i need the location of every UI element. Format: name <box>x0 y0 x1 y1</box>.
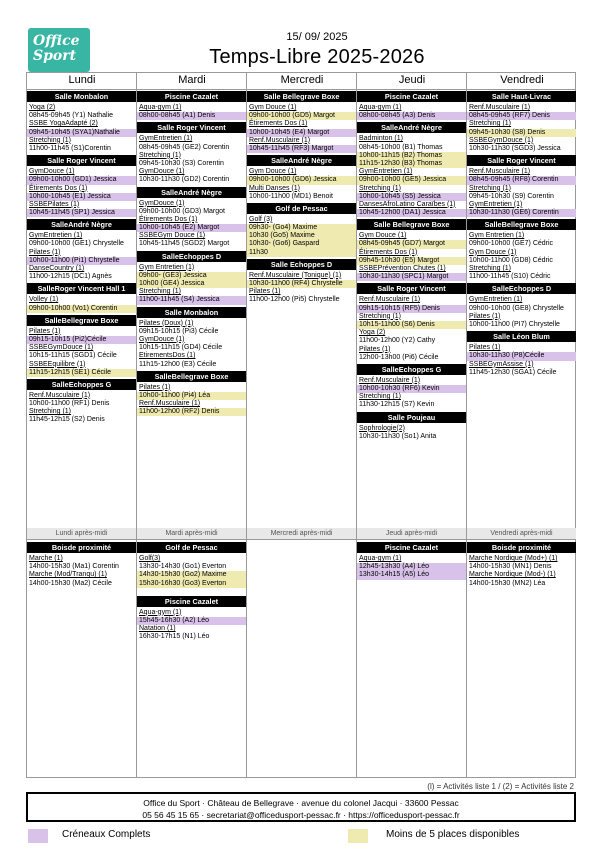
venue-header: SalleEchoppes G <box>357 364 466 375</box>
schedule-grid <box>26 72 576 778</box>
time-slot: 14h00-15h30 (MN1) Denis <box>469 563 552 571</box>
activity-name: Pilates (1) <box>139 383 171 391</box>
morning-column <box>247 89 356 305</box>
activity-name: Renf.Musculaire (1) <box>469 104 531 111</box>
activity-name: Aqua-gym (1) <box>359 555 402 562</box>
activity-name: GymEntretien (1) <box>139 135 193 143</box>
time-slot: 09h00- (GE3) Jessica <box>137 272 246 280</box>
venue-header: Salle Haut-Livrac <box>467 91 576 102</box>
activity-name: Renf.Musculaire (1) <box>359 376 421 384</box>
schedule-date: 15/ 09/ 2025 <box>286 31 348 43</box>
time-slot: 10h00-11h00 (Pi1) Chrystelle <box>27 257 136 265</box>
time-slot: 10h00-10h30 (RF6) Kevin <box>357 385 466 393</box>
day-header: Lundi <box>68 74 96 86</box>
activity-name: Gym Douce (1) <box>359 232 407 240</box>
venue-header: Boisde proximité <box>27 542 136 553</box>
time-slot: 10h00-10h45 (E2) Margot <box>137 224 246 232</box>
activity-name: Stretching (1) <box>469 184 512 192</box>
activity-name: Marche (1) <box>29 555 63 562</box>
morning-column <box>27 89 136 425</box>
activity-name: Pilates (1) <box>359 345 391 353</box>
activity-name: Marche (Mod/Tranqu) (1) <box>29 571 107 579</box>
activity-name: Marche Nordique (Mod+) (1) <box>469 555 558 562</box>
time-slot: 08h45-09h45 (Y1) Nathalie <box>29 112 114 120</box>
venue-header: Boisde proximité <box>467 542 576 553</box>
time-slot: 09h00-10h00 (GE7) Cédric <box>469 240 554 248</box>
activity-name: Golf(3) <box>139 555 161 562</box>
time-slot: 09h00-10h00 (GD6) Jessica <box>247 176 356 184</box>
activity-name: SSBEGym Douce (1) <box>139 232 206 240</box>
time-slot: 13h30-14h15 (A5) Léo <box>357 571 466 579</box>
time-slot: 09h45-10h30 (S9) Corentin <box>469 192 554 200</box>
afternoon-header: Vendredi après-midi <box>467 528 576 539</box>
legend-few-swatch <box>348 829 368 843</box>
venue-header: Salle Léon Blum <box>467 331 576 342</box>
morning-column <box>137 89 246 416</box>
activity-name: Gym Entretien (1) <box>139 263 195 271</box>
time-slot: 09h15-10h15 (Pi3) Cécile <box>139 327 219 335</box>
logo-line-1: Office <box>33 33 80 49</box>
afternoon-header: Jeudi après-midi <box>357 528 466 539</box>
activity-name: Renf.Musculaire (1) <box>139 400 201 408</box>
venue-header: SalleEchoppes G <box>27 379 136 390</box>
venue-header: Piscine Cazalet <box>137 91 246 102</box>
afternoon-column <box>27 540 136 588</box>
time-slot: 10h00-11h00 (GD8) Cédric <box>469 256 553 264</box>
time-slot: 08h45-09h45 (GE2) Corentin <box>139 143 230 151</box>
time-slot: 11h15-12h00 (E3) Cécile <box>139 360 217 368</box>
afternoon-header: Mardi après-midi <box>137 528 246 539</box>
afternoon-header: Mercredi après-midi <box>247 528 356 539</box>
activity-name: Étirements Dos (1) <box>29 184 88 192</box>
time-slot: 09h30- (Go4) Maxime <box>247 224 356 232</box>
venue-header: Salle Roger Vincent <box>357 283 466 294</box>
activity-name: Pilates (1) <box>29 248 61 256</box>
activity-name: SSBEGymDouce (1) <box>29 344 94 352</box>
activity-name: Stretching (1) <box>359 312 402 320</box>
venue-header: Salle Bellegrave Boxe <box>247 91 356 102</box>
time-slot: 09h00-10h00 (GE8) Chrystelle <box>469 304 564 312</box>
activity-name: SSBE YogaAdapté (2) <box>29 120 98 128</box>
activity-name: Renf.Musculaire (Tonique) (1) <box>249 271 342 279</box>
activity-name: Sophrologie(2) <box>359 424 405 432</box>
time-slot: 15h45-16h30 (A2) Léo <box>137 617 246 625</box>
time-slot: 11h00-12h00 (Pi5) Chrystelle <box>249 296 340 304</box>
time-slot: 11h30-12h15 (S7) Kevin <box>359 401 435 409</box>
venue-header: Golf de Pessac <box>137 542 246 553</box>
activity-name: Marche Nordique (Mod-) (1) <box>469 571 556 579</box>
venue-header: Salle Bellegrave Boxe <box>357 219 466 230</box>
activity-name: Stretching (1) <box>29 136 72 144</box>
time-slot: 14h00-15h30 (Ma2) Cécile <box>29 579 112 587</box>
time-slot: 09h00-10h00 (GE5) Jessica <box>357 176 466 184</box>
time-slot: 08h45-10h00 (B1) Thomas <box>359 143 443 151</box>
footer-contact <box>26 792 576 822</box>
time-slot: 11h45-12h30 (SGA1) Cécile <box>469 368 557 376</box>
activity-name: Gym Douce (1) <box>469 248 517 256</box>
activity-name: GymEntretien (1) <box>29 232 83 240</box>
list-legend: (l) = Activités liste 1 / (2) = Activités liste 2 <box>427 782 574 791</box>
activity-name: Stretching (1) <box>469 120 512 128</box>
activity-name: Stretching (1) <box>139 151 182 159</box>
activity-name: Pilates (Doux) (1) <box>139 319 194 327</box>
time-slot: 08h45-09h45 (RF8) Corentin <box>467 176 576 184</box>
activity-name: Gym Douce (1) <box>249 104 297 111</box>
time-slot: 09h00-10h00 (GD1) Jessica <box>27 176 136 184</box>
time-slot: 09h00-10h00 (GD3) Margot <box>139 207 225 215</box>
time-slot: 15h30-16h30 (Go3) Everton <box>137 580 246 588</box>
activity-name: GymDouce (1) <box>29 168 75 176</box>
time-slot: 14h00-15h30 (MN2) Léa <box>469 579 546 587</box>
time-slot: 14h30-15h30 (Go2) Maxime <box>137 571 246 579</box>
legend-full-swatch <box>28 829 48 843</box>
page-title: Temps-Libre 2025-2026 <box>209 46 425 68</box>
venue-header: Golf de Pessac <box>247 203 356 214</box>
venue-header: Salle Roger Vincent <box>137 122 246 133</box>
time-slot: 10h15-11h00 (S6) Denis <box>357 321 466 329</box>
afternoon-header: Lundi après-midi <box>27 528 136 539</box>
spacer <box>137 588 246 594</box>
morning-column <box>357 89 466 441</box>
time-slot: 10h30-11h00 (RF4) Chrystelle <box>247 280 356 288</box>
afternoon-column <box>467 540 576 588</box>
venue-header: SalleAndré Nègre <box>247 155 356 166</box>
time-slot: 09h15-10h15 (RF5) Denis <box>357 305 466 313</box>
time-slot: 11h00-12h00 (RF2) Denis <box>137 408 246 416</box>
time-slot: 10h15-11h15 (SGD1) Cécile <box>29 352 117 360</box>
time-slot: 08h00-08h45 (A3) Denis <box>357 112 466 120</box>
venue-header: SalleBellegrave Boxe <box>137 371 246 382</box>
activity-name: Yoga (2) <box>359 329 386 337</box>
time-slot: 10h00-10h45 (S5) Jessica <box>357 193 466 201</box>
time-slot: 09h15-10h15 (Pi2)Cécile <box>27 336 136 344</box>
activity-name: Aqua-gym (1) <box>359 104 402 111</box>
time-slot: 13h30-14h30 (Go1) Everton <box>139 563 227 571</box>
time-slot: 12h00-13h00 (Pi6) Cécile <box>359 353 439 361</box>
activity-name: Stretching (1) <box>469 265 512 272</box>
activity-name: GymEntretien (1) <box>359 168 413 176</box>
activity-name: Multi Danses (1) <box>249 184 300 192</box>
time-slot: 10h45-11h45 (RF3) Margot <box>247 145 356 153</box>
time-slot: 14h00-15h30 (Ma1) Corentin <box>29 563 119 571</box>
activity-name: Pilates (1) <box>469 312 501 320</box>
venue-header: SalleEchoppes D <box>467 283 576 294</box>
venue-header: SalleAndré Nègre <box>27 219 136 230</box>
activity-name: Yoga (2) <box>29 104 56 111</box>
time-slot: 09h00-10h00 (GD5) Margot <box>247 112 356 120</box>
activity-name: Aqua-gym (1) <box>139 608 182 616</box>
time-slot: 10h30- (Go6) Gaspard <box>247 240 356 248</box>
time-slot: 10h45-11h45 (SP1) Jessica <box>27 209 136 217</box>
time-slot: 09h00-10h00 (GE1) Chrystelle <box>29 240 124 248</box>
time-slot: 11h00-12h15 (DC1) Agnès <box>29 273 112 281</box>
time-slot: 09h00-10h00 (Vo1) Corentin <box>27 305 136 313</box>
activity-name: GymDouce (1) <box>139 199 185 207</box>
venue-header: SalleBellegrave Boxe <box>27 315 136 326</box>
footer-address: Office du Sport · Château de Bellegrave · avenue du colonel Jacqui · 33600 Pessac <box>143 798 459 808</box>
day-header: Vendredi <box>500 74 544 86</box>
time-slot: 11h45-12h15 (S2) Denis <box>29 416 105 424</box>
time-slot: 10h30-11h30 (SPC1) Margot <box>357 273 466 281</box>
activity-name: Renf.Musculaire (1) <box>249 136 311 144</box>
time-slot: 16h30-17h15 (N1) Léo <box>139 633 210 641</box>
time-slot: 11h00-12h00 (Y2) Cathy <box>359 337 436 345</box>
time-slot: 11h15-12h15 (SE1) Cécile <box>27 369 136 377</box>
activity-name: GymDouce (1) <box>139 335 185 343</box>
venue-header: SalleBellegrave Boxe <box>467 219 576 230</box>
legend-full-label: Créneaux Complets <box>62 829 151 840</box>
time-slot: 12h45-13h30 (A4) Léo <box>357 563 466 571</box>
time-slot: 10h30-11h30 (GE6) Corentin <box>467 209 576 217</box>
venue-header: SalleRoger Vincent Hall 1 <box>27 283 136 294</box>
time-slot: 10h00 (GE4) Jessica <box>137 280 246 288</box>
activity-name: Golf (3) <box>249 215 273 223</box>
time-slot: 09h45-10h30 (E5) Margot <box>357 257 466 265</box>
activity-name: SSBEEquilibre (1) <box>29 360 86 368</box>
activity-name: Renf.Musculaire (1) <box>29 391 91 399</box>
day-header: Jeudi <box>398 74 426 86</box>
time-slot: 10h30 (Go5) Maxime <box>247 232 356 240</box>
activity-name: DansesAfroLatino Caraïbes (1) <box>359 200 456 208</box>
time-slot: 11h00-11h45 (S10) Cédric <box>469 273 551 281</box>
activity-name: Pilates (1) <box>469 344 501 352</box>
venue-header: Piscine Cazalet <box>137 596 246 607</box>
activity-name: SSBEPilates (1) <box>29 200 80 208</box>
venue-header: Salle Monbalon <box>137 307 246 318</box>
activity-name: Étirements Dos (1) <box>249 120 308 128</box>
venue-header: Salle Roger Vincent <box>467 155 576 166</box>
time-slot: 08h45-09h45 (RF7) Denis <box>467 112 576 120</box>
venue-header: Salle Poujeau <box>357 412 466 423</box>
activity-name: EtirementsDos (1) <box>139 352 196 360</box>
day-header: Mardi <box>178 74 206 86</box>
time-slot: 10h30-11h30 (GD2) Corentin <box>139 176 230 184</box>
time-slot: 10h00-10h45 (E4) Margot <box>247 129 356 137</box>
activity-name: GymDouce (1) <box>139 168 185 176</box>
venue-header: Salle Echoppes D <box>247 259 356 270</box>
afternoon-column <box>137 540 246 642</box>
time-slot: 11h30 <box>247 249 356 257</box>
time-slot: 11h00-11h45 (S4) Jessica <box>137 296 246 304</box>
time-slot: 10h00-11h00 (PI7) Chrystelle <box>469 320 560 328</box>
activity-name: Stretching (1) <box>29 408 72 416</box>
legend-few-label: Moins de 5 places disponibles <box>386 829 520 840</box>
activity-name: Pilates (1) <box>29 327 61 335</box>
venue-header: SalleEchoppes D <box>137 251 246 262</box>
activity-name: Gym Entretien (1) <box>469 232 525 240</box>
activity-name: DanseCountry (1) <box>29 265 85 272</box>
activity-name: Gym Douce (1) <box>249 168 297 176</box>
time-slot: 11h00-11h45 (S1)Corentin <box>29 144 111 152</box>
time-slot: 09h45-10h30 (S3) Corentin <box>139 159 224 167</box>
activity-name: Aqua-gym (1) <box>139 104 182 111</box>
day-header: Mercredi <box>280 74 324 86</box>
activity-name: Stretching (1) <box>359 184 402 192</box>
activity-name: Renf.Musculaire (1) <box>359 296 421 304</box>
time-slot: 10h15-11h15 (GD4) Cécile <box>139 344 223 352</box>
time-slot: 10h45-12h00 (DA1) Jessica <box>357 209 466 217</box>
time-slot: 10h00-10h45 (E1) Jessica <box>27 193 136 201</box>
activity-name: Renf.Musculaire (1) <box>469 168 531 176</box>
time-slot: 10h00-11h00 (Pi4) Léa <box>137 392 246 400</box>
activity-name: Stretching (1) <box>139 288 182 296</box>
time-slot: 08h00-08h45 (A1) Denis <box>137 112 246 120</box>
time-slot: 09h45-10h30 (S8) Denis <box>467 129 576 137</box>
activity-name: Étirements Dos (1) <box>359 248 418 256</box>
activity-name: SSBEPrévention Chutes (1) <box>359 265 446 272</box>
time-slot: 10h45-11h45 (SGD2) Margot <box>139 240 230 248</box>
logo-line-2: Sport <box>33 48 77 64</box>
venue-header: SalleAndré Nègre <box>137 187 246 198</box>
time-slot: 10h00-11h15 (B2) Thomas <box>357 152 466 160</box>
venue-header: Piscine Cazalet <box>357 542 466 553</box>
venue-header: Piscine Cazalet <box>357 91 466 102</box>
footer-contact-line: 05 56 45 15 65 · secretariat@officedusport-pessac.fr · https://officedusport-pessac.fr <box>142 810 460 820</box>
time-slot: 08h45-09h45 (GD7) Margot <box>357 240 466 248</box>
time-slot: 10h30-11h30 (P8)Cécile <box>467 352 576 360</box>
time-slot: 11h15-12h30 (B3) Thomas <box>357 160 466 168</box>
activity-name: Stretching (1) <box>359 393 402 401</box>
activity-name: GymEntretien (1) <box>469 296 523 304</box>
activity-name: Badminton (1) <box>359 135 403 143</box>
venue-header: Salle Roger Vincent <box>27 155 136 166</box>
activity-name: Natation (1) <box>139 625 176 633</box>
activity-name: Étirements Dos (1) <box>139 215 198 223</box>
morning-column <box>467 89 576 377</box>
activity-name: Pilates (1) <box>249 288 281 296</box>
activity-name: SSBEGymDouce (1) <box>469 136 534 144</box>
time-slot: 09h45-10h45 (SYA1)Nathalie <box>27 129 136 137</box>
afternoon-column <box>357 540 466 580</box>
venue-header: SalleAndré Nègre <box>357 122 466 133</box>
venue-header: Salle Monbalon <box>27 91 136 102</box>
activity-name: GymEntretien (1) <box>469 200 523 208</box>
time-slot: 10h00-11h00 (RF1) Denis <box>29 400 110 408</box>
time-slot: 10h00-11h00 (MD1) Benoit <box>249 192 333 200</box>
activity-name: Volley (1) <box>29 296 59 304</box>
time-slot: 10h30-11h30 (So1) Anita <box>359 432 437 440</box>
time-slot: 10h30-11h30 (SGD3) Jessica <box>469 144 561 152</box>
activity-name: SSBEGymAssise (1) <box>469 360 534 368</box>
